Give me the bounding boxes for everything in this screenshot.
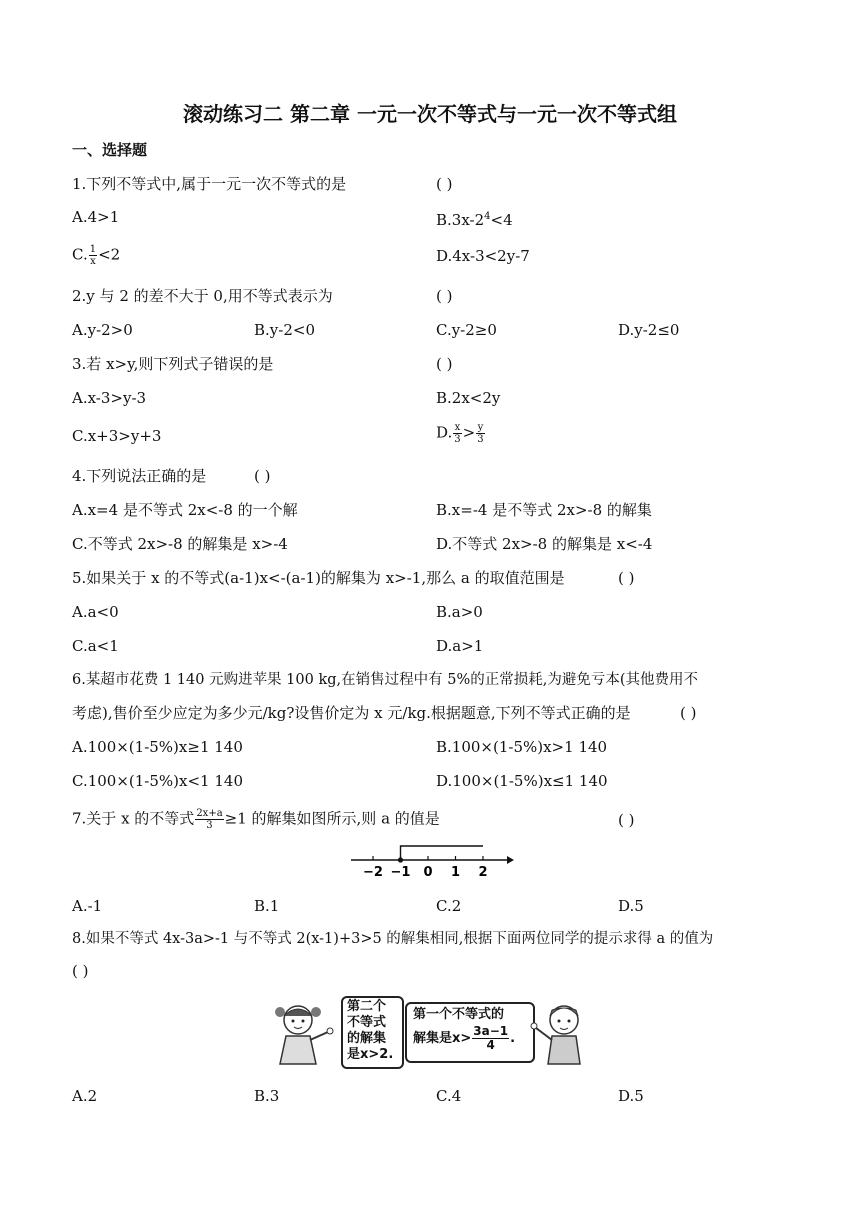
hint-bubble-2-line2: 解集是x> $\frac{3a-1}{4}$ .: [413, 1024, 516, 1052]
q6-stem-line1: 6.某超市花费 1 140 元购进苹果 100 kg,在销售过程中有 5%的正常损耗,为避免亏本(其他费用不: [72, 672, 699, 688]
q5-option-c: C.a<1: [72, 637, 119, 655]
q3-option-a: A.x-3>y-3: [72, 389, 147, 407]
q1-option-a: A.4>1: [72, 208, 120, 226]
hint-bubble-1-line: 第二个: [347, 999, 387, 1014]
q7-option-b: B.1: [254, 897, 280, 915]
q6-option-c: C.100×(1-5%)x<1 140: [72, 772, 243, 790]
hint-bubble-2-line1: 第一个不等式的: [413, 1007, 505, 1022]
q1-paren: ( ): [436, 175, 453, 193]
q1-option-b: $B.3x-2^4<4$: [436, 211, 513, 229]
girl-illustration: [268, 998, 338, 1070]
q6-option-d: D.100×(1-5%)x≤1 140: [436, 772, 608, 790]
number-line-tick-label: −2: [363, 865, 383, 880]
q1-stem: 1.下列不等式中,属于一元一次不等式的是: [72, 175, 347, 193]
page-title: 滚动练习二 第二章 一元一次不等式与一元一次不等式组: [183, 102, 677, 126]
q6-stem-line2: 考虑),售价至少应定为多少元/kg?设售价定为 x 元/kg.根据题意,下列不等式正确的是: [72, 704, 631, 722]
q3-option-d: D. $\frac{x}{3}$ > $\frac{y}{3}$: [436, 422, 484, 445]
q6-option-b: B.100×(1-5%)x>1 140: [436, 738, 608, 756]
number-line-tick-label: −1: [390, 865, 411, 880]
q2-option-b: B.y-2<0: [254, 321, 315, 339]
q3-stem: 3.若 x>y,则下列式子错误的是: [72, 355, 274, 373]
hint-bubble-1: [341, 996, 404, 1069]
q5-option-b: B.a>0: [436, 603, 483, 621]
q4-option-d: D.不等式 2x>-8 的解集是 x<-4: [436, 535, 653, 553]
q5-paren: ( ): [618, 569, 635, 587]
q4-option-a: A.x=4 是不等式 2x<-8 的一个解: [72, 501, 298, 519]
boy-illustration: [528, 998, 592, 1070]
q1-option-c: C. $\frac{1}{x}$ <2: [72, 244, 121, 267]
q3-option-c: C.x+3>y+3: [72, 427, 162, 445]
q2-option-d: D.y-2≤0: [618, 321, 680, 339]
number-line-arrow: [507, 856, 514, 864]
q2-option-a: A.y-2>0: [72, 321, 133, 339]
q3-paren: ( ): [436, 355, 453, 373]
q5-stem: 5.如果关于 x 的不等式(a-1)x<-(a-1)的解集为 x>-1,那么 a 的取值范围是: [72, 569, 565, 587]
q1-option-d: D.4x-3<2y-7: [436, 247, 530, 265]
hint-bubble-2: [405, 1002, 535, 1063]
q8-paren: ( ): [72, 962, 89, 980]
q8-option-a: A.2: [72, 1087, 98, 1105]
q4-option-c: C.不等式 2x>-8 的解集是 x>-4: [72, 535, 288, 553]
q8-stem: 8.如果不等式 4x-3a>-1 与不等式 2(x-1)+3>5 的解集相同,根据下面两位同学的提示求得 a 的值为: [72, 931, 714, 947]
q8-option-c: C.4: [436, 1087, 462, 1105]
solution-endpoint: [398, 857, 403, 862]
hint-bubble-1-line: 不等式: [347, 1015, 387, 1030]
hint-bubble-1-line: 的解集: [347, 1031, 387, 1046]
q3-option-b: B.2x<2y: [436, 389, 501, 407]
q4-paren: ( ): [254, 467, 271, 485]
q2-paren: ( ): [436, 287, 453, 305]
q2-option-c: C.y-2≥0: [436, 321, 497, 339]
q7-option-d: D.5: [618, 897, 644, 915]
q6-paren: ( ): [680, 704, 697, 722]
q4-stem: 4.下列说法正确的是: [72, 467, 207, 485]
q6-option-a: A.100×(1-5%)x≥1 140: [72, 738, 243, 756]
q2-stem: 2.y 与 2 的差不大于 0,用不等式表示为: [72, 287, 333, 305]
q7-option-a: A.-1: [72, 897, 103, 915]
number-line-tick-label: 0: [423, 865, 433, 880]
solution-bracket: [401, 846, 484, 860]
q8-option-b: B.3: [254, 1087, 280, 1105]
q5-option-a: A.a<0: [72, 603, 119, 621]
number-line: [345, 838, 515, 884]
section-heading: 一、选择题: [72, 141, 148, 159]
hint-bubble-1-line: 是x>2.: [347, 1047, 394, 1062]
q7-paren: ( ): [618, 811, 635, 829]
q4-option-b: B.x=-4 是不等式 2x>-8 的解集: [436, 501, 652, 519]
q7-stem: 7.关于 x 的不等式 $\frac{2x+a}{3}$ ≥1 的解集如图所示,则 a 的值是: [72, 808, 440, 831]
q7-option-c: C.2: [436, 897, 462, 915]
q5-option-d: D.a>1: [436, 637, 484, 655]
number-line-tick-label: 2: [478, 865, 488, 880]
number-line-tick-label: 1: [450, 865, 461, 880]
q8-option-d: D.5: [618, 1087, 644, 1105]
